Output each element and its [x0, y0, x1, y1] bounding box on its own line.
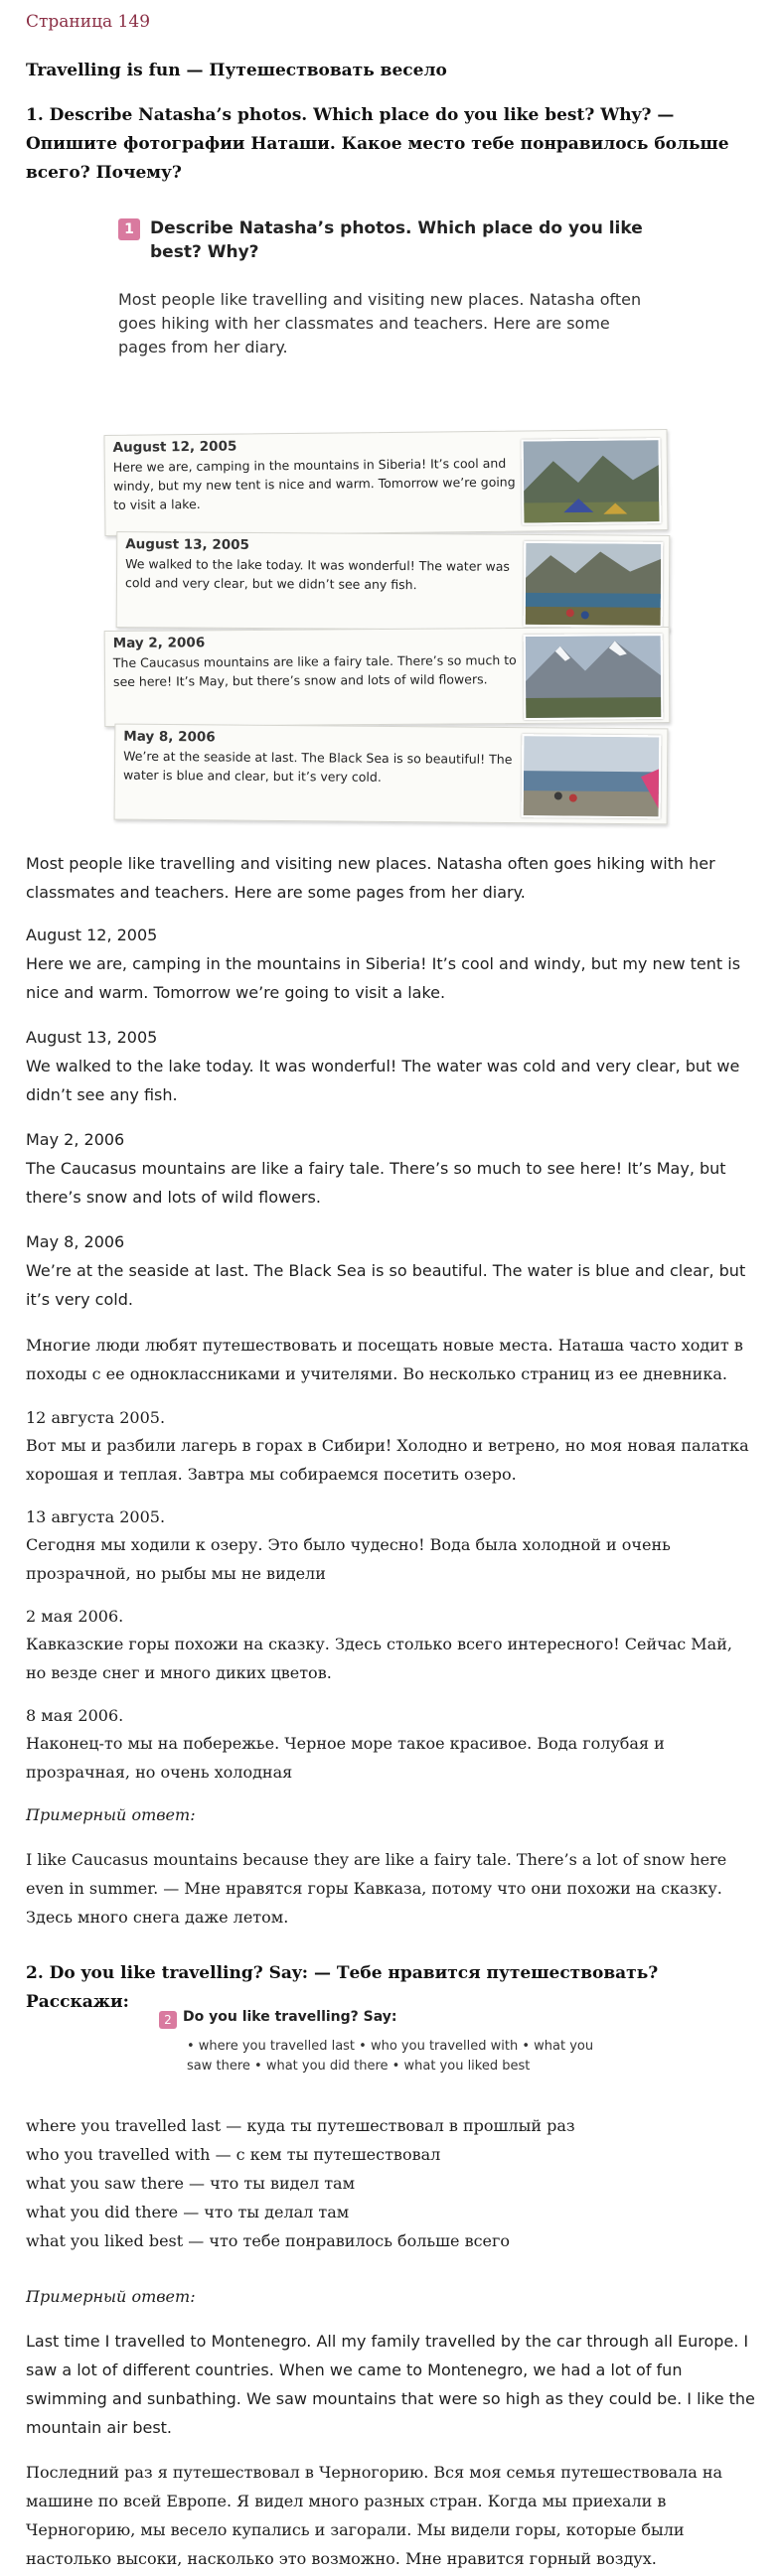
en-entry-4-date: May 8, 2006 [26, 1232, 125, 1251]
diary-entry-1 [103, 429, 668, 536]
task1-sample-label: Примерный ответ: [26, 1805, 196, 1824]
ru-entry-4-text: Наконец-то мы на побережье. Черное море такое красивое. Вода голубая и прозрачная, но очень холодная [26, 1734, 665, 1782]
diary-entry-2 [116, 531, 671, 632]
book2-exercise-title: Do you like travelling? Say: [183, 2009, 397, 2025]
photo-camp-mountains [522, 438, 662, 524]
diary-entry-text: Here we are, camping in the mountains in Siberia! It’s cool and windy, but my new tent is nice and warm. Tomorrow we’re going to visit a lake. [112, 455, 516, 512]
task1-sample-answer: I like Caucasus mountains because they are like a fairy tale. There’s a lot of snow here even in summer. — Мне нравятся горы Кавказа, потому что они похожи на сказку. Здесь много снега даже летом. [26, 1850, 727, 1927]
ru-entry-1-date: 12 августа 2005. [26, 1408, 166, 1427]
ru-entry-2-date: 13 августа 2005. [26, 1507, 166, 1526]
textbook-image-1 [104, 209, 681, 834]
task1-heading: 1. Describe Natasha’s photos. Which place do you like best? Why? — Опишите фотографии Наташи. Какое место тебе понравилось больше всего? Почему? [26, 105, 729, 183]
book1-exercise-title: Describe Natasha’s photos. Which place do you like best? Why? [150, 218, 643, 262]
diary-entry-text: We’re at the seaside at last. The Black Sea is so beautiful! The water is blue and clear, but it’s very cold. [122, 748, 513, 785]
book1-intro: Most people like travelling and visiting new places. Natasha often goes hiking with her classmates and teachers. Here are some pages from her diary. [118, 290, 642, 357]
task2-answer-ru: Последний раз я путешествовал в Черногорию. Вся моя семья путешествовала на машине по всей Европе. Я видел много разных стран. Когда мы приехали в Черногорию, мы весело купались и загорали. Мы видели горы, которые были настолько высоки, насколько это возможно. Мне нравится горный воздух. [26, 2463, 723, 2568]
en-intro: Most people like travelling and visiting new places. Natasha often goes hiking with her classmates and teachers. Here are some pages from her diary. [26, 854, 715, 902]
diary-entry-date: May 2, 2006 [112, 635, 206, 651]
photo-lake [524, 541, 664, 628]
diary-entry-date: August 12, 2005 [112, 438, 237, 456]
task2-line-4: what you did there — что ты делал там [26, 2203, 350, 2221]
ru-entry-3-text: Кавказские горы похожи на сказку. Здесь столько всего интересного! Сейчас Май, но везде снег и много диких цветов. [26, 1635, 732, 1682]
task2-line-2: who you travelled with — с кем ты путешествовал [26, 2145, 441, 2164]
ru-entry-3-date: 2 мая 2006. [26, 1607, 124, 1626]
ru-entry-4-date: 8 мая 2006. [26, 1706, 124, 1725]
en-entry-1-date: August 12, 2005 [26, 926, 158, 944]
task2-answer-en: Last time I travelled to Montenegro. All my family travelled by the car through all Europe. I saw a lot of different countries. When we came to Montenegro, we had a lot of fun swimming and sunbathing. We saw mountains that were so high as they could be. I like the mountain air best. [26, 2332, 755, 2437]
diary-entry-3 [104, 627, 671, 727]
task2-line-1: where you travelled last — куда ты путешествовал в прошлый раз [26, 2116, 575, 2135]
diary-pages [104, 432, 681, 829]
page-title: Travelling is fun — Путешествовать весело [26, 61, 447, 80]
task2-heading: 2. Do you like travelling? Say: — Тебе нравится путешествовать? Расскажи: [26, 1963, 659, 2012]
en-entry-1-text: Here we are, camping in the mountains in Siberia! It’s cool and windy, but my new tent is nice and warm. Tomorrow we’re going to visit a lake. [26, 954, 741, 1002]
ru-intro: Многие люди любят путешествовать и посещать новые места. Наташа часто ходит в походы с ее одноклассниками и учителями. Во несколько страниц из ее дневника. [26, 1336, 743, 1383]
photo-black-sea [522, 734, 662, 818]
diary-entry-text: We walked to the lake today. It was wonderful! The water was cold and very clear, but we didn’t see any fish. [124, 556, 510, 593]
page-number: Страница 149 [26, 12, 151, 32]
en-entry-3-text: The Caucasus mountains are like a fairy tale. There’s so much to see here! It’s May, but there’s snow and lots of wild flowers. [26, 1159, 726, 1207]
en-entry-3-date: May 2, 2006 [26, 1130, 125, 1149]
textbook-image-2 [159, 2009, 626, 2108]
task2-line-3: what you saw there — что ты видел там [26, 2174, 356, 2193]
diary-entry-date: August 13, 2005 [125, 536, 250, 553]
diary-entry-text: The Caucasus mountains are like a fairy tale. There’s so much to see here! It’s May, but there’s snow and lots of wild flowers. [112, 652, 517, 689]
diary-entry-date: May 8, 2006 [123, 728, 216, 746]
en-entry-2-date: August 13, 2005 [26, 1028, 158, 1047]
task2-sample-label: Примерный ответ: [26, 2287, 196, 2306]
book1-exercise-heading [118, 216, 675, 264]
book2-exercise-number: 2 [159, 2011, 177, 2029]
ru-entry-1-text: Вот мы и разбили лагерь в горах в Сибири! Холодно и ветрено, но моя новая палатка хорошая и теплая. Завтра мы собираемся посетить озеро. [26, 1436, 749, 1484]
diary-entry-4 [114, 724, 669, 825]
task2-line-5: what you liked best — что тебе понравилось больше всего [26, 2231, 511, 2250]
en-entry-2-text: We walked to the lake today. It was wonderful! The water was cold and very clear, but we didn’t see any fish. [26, 1057, 740, 1104]
book1-exercise-number: 1 [118, 218, 140, 240]
photo-caucasus-mountains [524, 634, 664, 720]
book2-exercise-body: • where you travelled last • who you travelled with • what you saw there • what you did there • what you liked best [187, 2039, 594, 2074]
ru-entry-2-text: Сегодня мы ходили к озеру. Это было чудесно! Вода была холодной и очень прозрачной, но рыбы мы не видели [26, 1535, 671, 1583]
en-entry-4-text: We’re at the seaside at last. The Black Sea is so beautiful. The water is blue and clear, but it’s very cold. [26, 1261, 746, 1309]
